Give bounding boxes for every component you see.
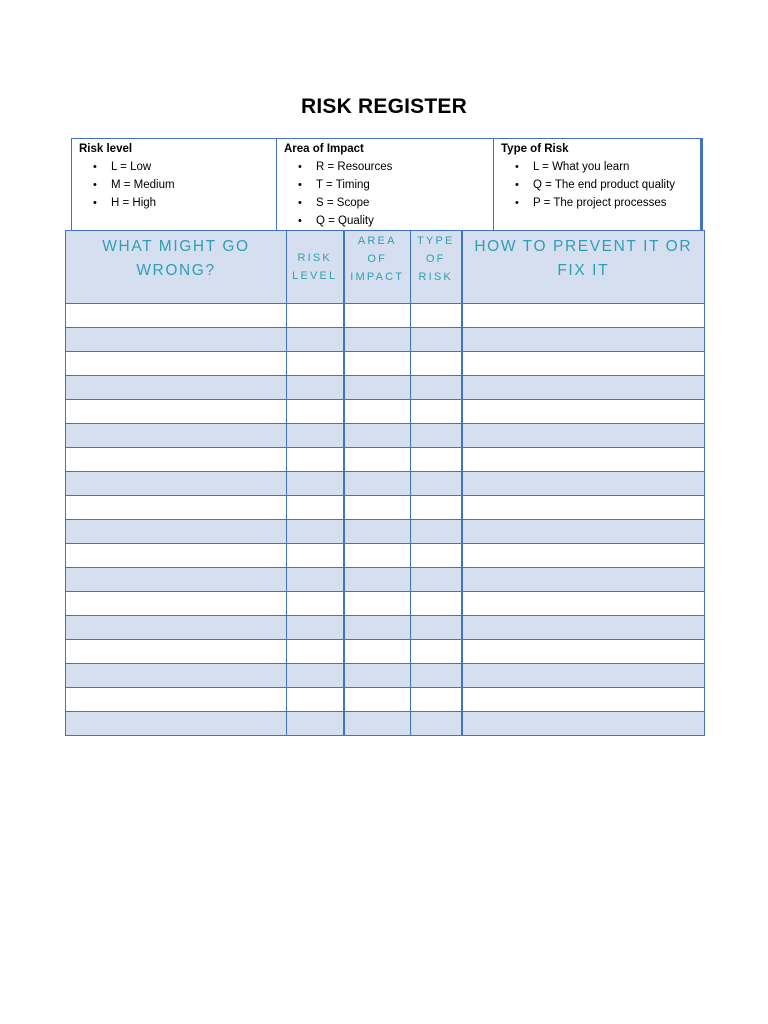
cell-what-might-go-wrong[interactable] <box>66 664 287 688</box>
cell-what-might-go-wrong[interactable] <box>66 304 287 328</box>
cell-area-of-impact[interactable] <box>344 424 411 448</box>
cell-area-of-impact[interactable] <box>344 664 411 688</box>
legend-item: • Q = The end product quality <box>501 176 700 194</box>
cell-area-of-impact[interactable] <box>344 592 411 616</box>
cell-how-to-prevent[interactable] <box>462 520 705 544</box>
cell-how-to-prevent[interactable] <box>462 472 705 496</box>
cell-type-of-risk[interactable] <box>411 328 462 352</box>
column-header-area-of-impact: AREA OF IMPACT <box>344 231 411 304</box>
cell-type-of-risk[interactable] <box>411 424 462 448</box>
cell-type-of-risk[interactable] <box>411 304 462 328</box>
cell-area-of-impact[interactable] <box>344 328 411 352</box>
table-row <box>66 496 705 520</box>
cell-risk-level[interactable] <box>287 448 344 472</box>
cell-type-of-risk[interactable] <box>411 712 462 736</box>
cell-area-of-impact[interactable] <box>344 544 411 568</box>
cell-type-of-risk[interactable] <box>411 688 462 712</box>
cell-risk-level[interactable] <box>287 712 344 736</box>
legend-item: • P = The project processes <box>501 194 700 212</box>
cell-how-to-prevent[interactable] <box>462 496 705 520</box>
cell-risk-level[interactable] <box>287 520 344 544</box>
cell-risk-level[interactable] <box>287 568 344 592</box>
cell-type-of-risk[interactable] <box>411 352 462 376</box>
cell-how-to-prevent[interactable] <box>462 664 705 688</box>
column-header-risk-level: RISK LEVEL <box>287 231 344 304</box>
table-row <box>66 376 705 400</box>
cell-how-to-prevent[interactable] <box>462 448 705 472</box>
cell-area-of-impact[interactable] <box>344 496 411 520</box>
cell-how-to-prevent[interactable] <box>462 376 705 400</box>
cell-how-to-prevent[interactable] <box>462 688 705 712</box>
table-row <box>66 424 705 448</box>
cell-what-might-go-wrong[interactable] <box>66 328 287 352</box>
cell-what-might-go-wrong[interactable] <box>66 448 287 472</box>
cell-risk-level[interactable] <box>287 424 344 448</box>
cell-risk-level[interactable] <box>287 376 344 400</box>
legend-item: • T = Timing <box>284 176 493 194</box>
cell-how-to-prevent[interactable] <box>462 544 705 568</box>
legend-area-of-impact <box>277 139 494 231</box>
cell-risk-level[interactable] <box>287 592 344 616</box>
table-row <box>66 688 705 712</box>
cell-what-might-go-wrong[interactable] <box>66 640 287 664</box>
cell-how-to-prevent[interactable] <box>462 640 705 664</box>
legend-heading: Area of Impact <box>284 143 364 155</box>
legend-risk-level <box>72 139 277 231</box>
cell-what-might-go-wrong[interactable] <box>66 496 287 520</box>
cell-how-to-prevent[interactable] <box>462 400 705 424</box>
cell-risk-level[interactable] <box>287 640 344 664</box>
cell-type-of-risk[interactable] <box>411 496 462 520</box>
cell-type-of-risk[interactable] <box>411 376 462 400</box>
cell-type-of-risk[interactable] <box>411 568 462 592</box>
cell-area-of-impact[interactable] <box>344 472 411 496</box>
cell-risk-level[interactable] <box>287 616 344 640</box>
cell-area-of-impact[interactable] <box>344 640 411 664</box>
cell-what-might-go-wrong[interactable] <box>66 688 287 712</box>
legend-item: • S = Scope <box>284 194 493 212</box>
page-title: RISK REGISTER <box>301 95 467 118</box>
cell-area-of-impact[interactable] <box>344 712 411 736</box>
cell-area-of-impact[interactable] <box>344 688 411 712</box>
table-row <box>66 544 705 568</box>
table-row <box>66 616 705 640</box>
cell-risk-level[interactable] <box>287 688 344 712</box>
cell-type-of-risk[interactable] <box>411 592 462 616</box>
legend-item: • H = High <box>79 194 276 212</box>
table-row <box>66 328 705 352</box>
cell-what-might-go-wrong[interactable] <box>66 472 287 496</box>
cell-what-might-go-wrong[interactable] <box>66 424 287 448</box>
cell-what-might-go-wrong[interactable] <box>66 520 287 544</box>
legend-heading: Type of Risk <box>501 143 569 155</box>
table-row <box>66 664 705 688</box>
table-row <box>66 712 705 736</box>
cell-type-of-risk[interactable] <box>411 520 462 544</box>
legend-item: • L = Low <box>79 158 276 176</box>
legend-item: • R = Resources <box>284 158 493 176</box>
cell-risk-level[interactable] <box>287 328 344 352</box>
cell-risk-level[interactable] <box>287 304 344 328</box>
cell-what-might-go-wrong[interactable] <box>66 400 287 424</box>
cell-area-of-impact[interactable] <box>344 376 411 400</box>
column-header-what-might-go-wrong: WHAT MIGHT GO WRONG? <box>66 231 287 304</box>
table-header-row <box>66 231 705 304</box>
cell-risk-level[interactable] <box>287 400 344 424</box>
table-row <box>66 448 705 472</box>
cell-risk-level[interactable] <box>287 352 344 376</box>
cell-how-to-prevent[interactable] <box>462 352 705 376</box>
table-row <box>66 640 705 664</box>
cell-how-to-prevent[interactable] <box>462 304 705 328</box>
cell-area-of-impact[interactable] <box>344 352 411 376</box>
cell-what-might-go-wrong[interactable] <box>66 616 287 640</box>
cell-area-of-impact[interactable] <box>344 400 411 424</box>
cell-type-of-risk[interactable] <box>411 664 462 688</box>
table-row <box>66 472 705 496</box>
cell-what-might-go-wrong[interactable] <box>66 592 287 616</box>
cell-how-to-prevent[interactable] <box>462 712 705 736</box>
table-row <box>66 352 705 376</box>
legend-item: • L = What you learn <box>501 158 700 176</box>
column-header-type-of-risk: TYPE OF RISK <box>411 231 462 304</box>
legend-item: • M = Medium <box>79 176 276 194</box>
legend-type-of-risk <box>494 139 702 231</box>
cell-what-might-go-wrong[interactable] <box>66 568 287 592</box>
table-row <box>66 568 705 592</box>
risk-register-table <box>65 230 705 736</box>
cell-area-of-impact[interactable] <box>344 616 411 640</box>
cell-what-might-go-wrong[interactable] <box>66 352 287 376</box>
table-row <box>66 304 705 328</box>
cell-risk-level[interactable] <box>287 664 344 688</box>
cell-type-of-risk[interactable] <box>411 472 462 496</box>
cell-risk-level[interactable] <box>287 544 344 568</box>
cell-area-of-impact[interactable] <box>344 520 411 544</box>
cell-type-of-risk[interactable] <box>411 400 462 424</box>
cell-what-might-go-wrong[interactable] <box>66 544 287 568</box>
cell-risk-level[interactable] <box>287 472 344 496</box>
cell-how-to-prevent[interactable] <box>462 424 705 448</box>
cell-type-of-risk[interactable] <box>411 448 462 472</box>
table-row <box>66 400 705 424</box>
cell-type-of-risk[interactable] <box>411 616 462 640</box>
cell-how-to-prevent[interactable] <box>462 616 705 640</box>
column-header-how-to-prevent: HOW TO PREVENT IT OR FIX IT <box>462 231 705 304</box>
cell-type-of-risk[interactable] <box>411 544 462 568</box>
table-row <box>66 520 705 544</box>
legend-item: • Q = Quality <box>284 212 493 230</box>
cell-what-might-go-wrong[interactable] <box>66 376 287 400</box>
table-row <box>66 592 705 616</box>
cell-how-to-prevent[interactable] <box>462 568 705 592</box>
cell-what-might-go-wrong[interactable] <box>66 712 287 736</box>
cell-type-of-risk[interactable] <box>411 640 462 664</box>
cell-risk-level[interactable] <box>287 496 344 520</box>
cell-area-of-impact[interactable] <box>344 448 411 472</box>
cell-area-of-impact[interactable] <box>344 568 411 592</box>
cell-how-to-prevent[interactable] <box>462 592 705 616</box>
legend-table <box>71 138 703 231</box>
cell-area-of-impact[interactable] <box>344 304 411 328</box>
cell-how-to-prevent[interactable] <box>462 328 705 352</box>
legend-heading: Risk level <box>79 143 133 155</box>
